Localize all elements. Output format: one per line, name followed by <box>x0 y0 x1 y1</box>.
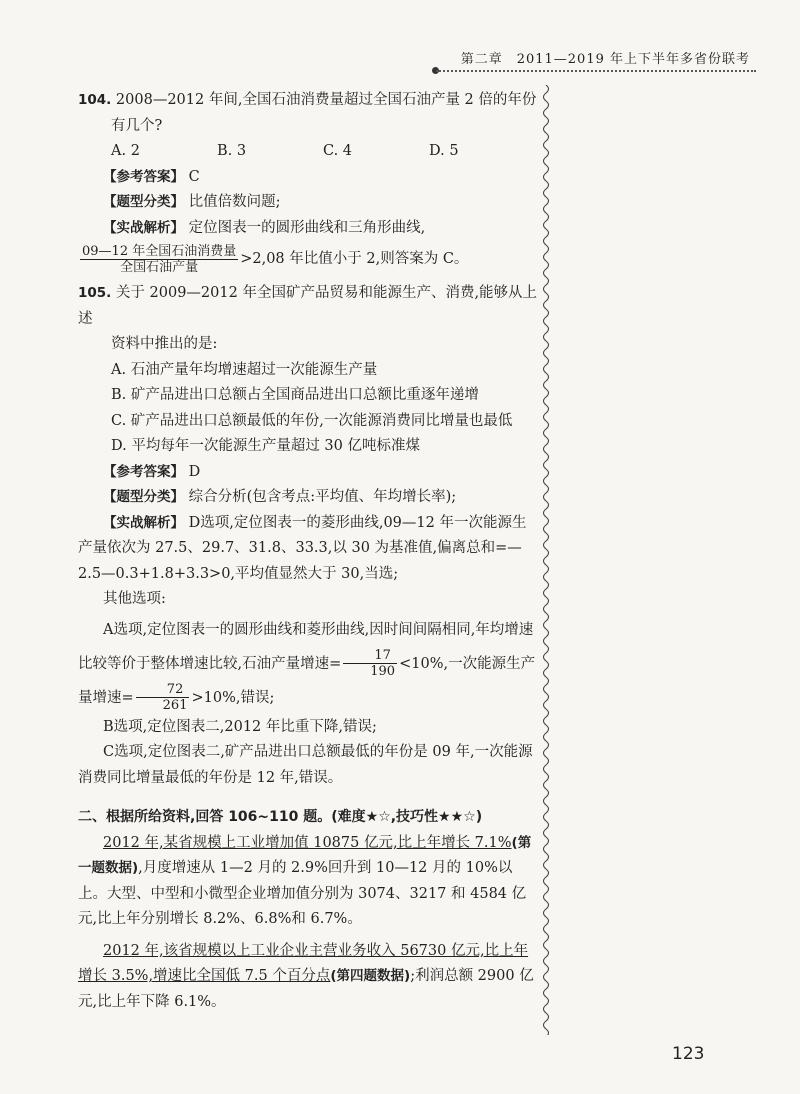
option-b-analysis: B选项,定位图表二,2012 年比重下降,错误; <box>103 718 377 735</box>
analysis-text: 定位图表一的圆形曲线和三角形曲线, <box>188 219 426 236</box>
option-a-analysis <box>78 613 540 715</box>
question-text-cont: 资料中推出的是: <box>111 336 218 352</box>
analysis-label: 【实战解析】 <box>103 219 184 236</box>
type-label: 【题型分类】 <box>103 194 184 210</box>
margin-wavy-line <box>540 85 552 1035</box>
option-d: D. 5 <box>429 143 459 159</box>
answer-line <box>78 165 540 191</box>
answer-line <box>78 460 540 486</box>
option-c: C. 4 <box>323 143 353 159</box>
type-value: 比值倍数问题; <box>188 194 281 210</box>
option-a: A. 2 <box>111 143 140 159</box>
answer-value: C <box>188 168 200 185</box>
header-rule <box>436 70 756 72</box>
analysis-fraction-line <box>78 241 540 277</box>
material-paragraph-1 <box>78 831 540 933</box>
answer-label: 【参考答案】 <box>103 168 184 185</box>
analysis-paragraph <box>78 511 540 588</box>
fraction <box>136 682 190 713</box>
other-options-label: 其他选项: <box>103 591 166 607</box>
data-note: (第四题数据) <box>330 968 411 984</box>
type-line <box>78 190 540 216</box>
option-c: C. 矿产品进出口总额最低的年份,一次能源消费同比增量也最低 <box>111 412 513 429</box>
analysis-text: <10%,一次能源生产量增速= <box>78 655 536 706</box>
answer-label: 【参考答案】 <box>103 463 184 480</box>
analysis-text: A选项,定位图表一的圆形曲线和菱形曲线,因时间间隔相同,年均增速比较等价于整体增速比较,石油产量增速= <box>78 621 534 672</box>
type-value: 综合分析(包含考点:平均值、年均增长率); <box>188 489 457 505</box>
analysis-label: 【实战解析】 <box>103 514 184 531</box>
underlined-text: 2012 年,某省规模上工业增加值 10875 亿元,比上年增长 7.1% <box>103 834 512 851</box>
fraction-denominator: 190 <box>370 664 396 679</box>
underlined-text: 2012 年,该省规模以上工业企业主营业务收入 56730 亿元,比上年增长 3.5%,增速比全国低 7.5 个百分点 <box>78 942 529 984</box>
question-text: 2008—2012 年间,全国石油消费量超过全国石油产量 2 倍的年份 <box>115 92 537 108</box>
option-b: B. 矿产品进出口总额占全国商品进出口总额比重逐年递增 <box>111 387 479 403</box>
fraction-numerator: 09—12 年全国石油消费量 <box>82 243 237 259</box>
paragraph-text: ;利润总额 2900 亿元,比上年下降 6.1%。 <box>78 968 534 1010</box>
question-105 <box>78 281 540 791</box>
fraction-denominator: 全国石油产量 <box>120 259 199 275</box>
analysis-text: >10%,错误; <box>191 689 275 706</box>
answer-value: D <box>188 463 201 480</box>
question-text-cont: 有几个? <box>111 117 163 134</box>
paragraph-text: ,月度增速从 1—2 月的 2.9%回升到 10—12 月的 10%以上。大型、中型和小微型企业增加值分别为 3074、3217 和 4584 亿元,比上年分别增长 8.2%、6.8%和 6.7%。 <box>78 860 527 927</box>
analysis-text-cont: >2,08 年比值小于 2,则答案为 C。 <box>240 251 469 267</box>
fraction-numerator: 17 <box>343 648 397 664</box>
section-title: 二、根据所给资料,回答 106~110 题。(难度★☆,技巧性★★☆) <box>78 809 483 825</box>
option-c-analysis: C选项,定位图表二,矿产品进出口总额最低的年份是 09 年,一次能源消费同比增量最低的年份是 12 年,错误。 <box>78 744 533 786</box>
type-line <box>78 485 540 511</box>
option-a: A. 石油产量年均增速超过一次能源生产量 <box>111 361 378 378</box>
fraction <box>80 244 238 275</box>
data-note: (第一题数据) <box>78 834 532 876</box>
option-d: D. 平均每年一次能源生产量超过 30 亿吨标准煤 <box>111 438 420 454</box>
question-number: 105. <box>78 285 112 301</box>
fraction-denominator: 261 <box>162 698 188 713</box>
page-number: 123 <box>672 1044 705 1064</box>
question-number: 104. <box>78 92 112 108</box>
analysis-text: D选项,定位图表一的菱形曲线,09—12 年一次能源生产量依次为 27.5、29.7、31.8、33.3,以 30 为基准值,偏离总和=—2.5—0.3+1.8+3.3>0,平均值显然大于 30,当选; <box>78 514 527 582</box>
options <box>78 139 540 165</box>
fraction-numerator: 72 <box>136 682 190 698</box>
analysis-line <box>78 216 540 242</box>
running-head: 第二章 2011—2019 年上下半年多省份联考 <box>460 52 750 67</box>
option-b: B. 3 <box>217 143 247 159</box>
question-text: 关于 2009—2012 年全国矿产品贸易和能源生产、消费,能够从上述 <box>78 285 538 327</box>
question-104 <box>78 88 540 277</box>
page-content <box>78 88 540 1015</box>
material-paragraph-2 <box>78 939 540 1016</box>
type-label: 【题型分类】 <box>103 489 184 505</box>
section-2 <box>78 805 540 1015</box>
fraction <box>343 648 397 679</box>
